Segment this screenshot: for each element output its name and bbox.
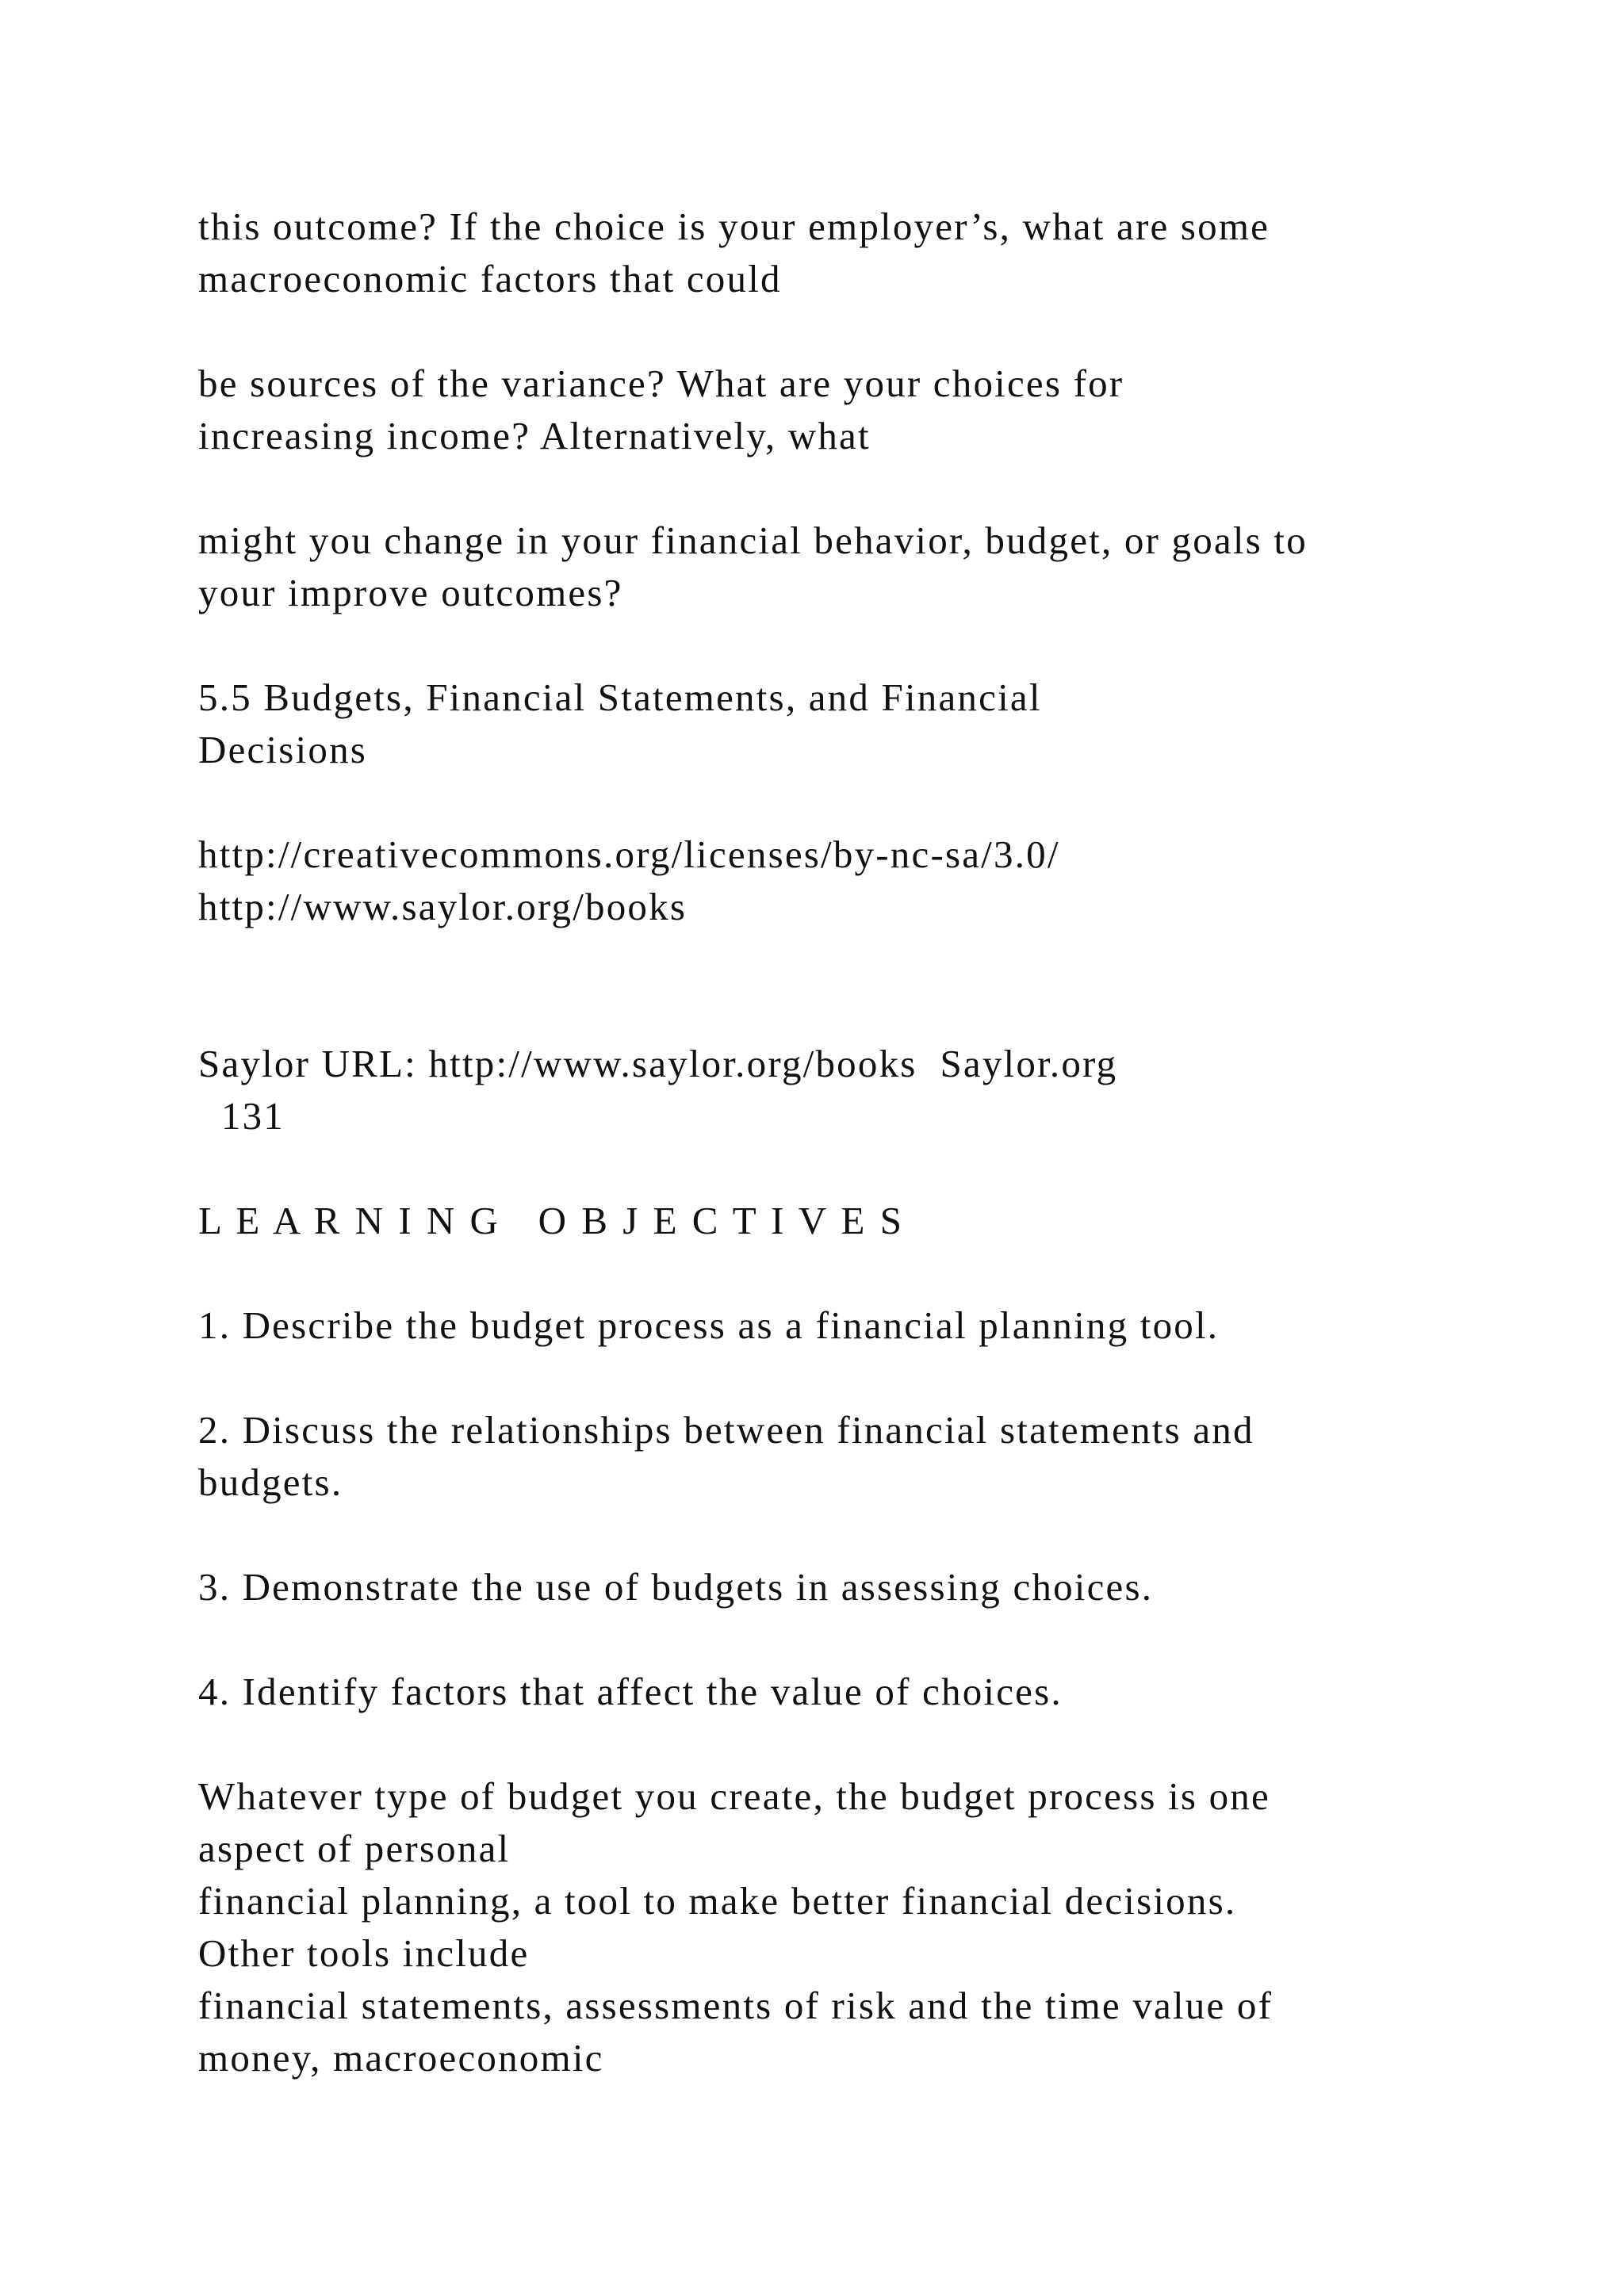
- source-url: http://www.saylor.org/books: [198, 885, 688, 928]
- paragraph-line: aspect of personal: [198, 1827, 511, 1870]
- license-url: http://creativecommons.org/licenses/by-nc-sa/3.0/: [198, 832, 1060, 876]
- objective-item: 1. Describe the budget process as a financial planning tool.: [198, 1303, 1220, 1347]
- paragraph-line: be sources of the variance? What are your choices for: [198, 362, 1124, 405]
- paragraph-line: macroeconomic factors that could: [198, 257, 782, 300]
- paragraph-line: increasing income? Alternatively, what: [198, 414, 871, 457]
- paragraph-line: Whatever type of budget you create, the budget process is one: [198, 1774, 1270, 1818]
- paragraph-line: financial planning, a tool to make better financial decisions.: [198, 1879, 1237, 1923]
- objective-item: 2. Discuss the relationships between financial statements and: [198, 1408, 1254, 1452]
- objective-item: 3. Demonstrate the use of budgets in assessing choices.: [198, 1565, 1154, 1609]
- paragraph-line: Other tools include: [198, 1931, 530, 1975]
- learning-objectives-heading: L E A R N I N G O B J E C T I V E S: [198, 1199, 905, 1242]
- paragraph-line: this outcome? If the choice is your employer’s, what are some: [198, 205, 1270, 248]
- page-footer: Saylor URL: http://www.saylor.org/books Saylor.org: [198, 1042, 1118, 1085]
- section-heading: 5.5 Budgets, Financial Statements, and Financial: [198, 675, 1042, 719]
- paragraph-line: might you change in your financial behavior, budget, or goals to: [198, 519, 1308, 562]
- paragraph-line: money, macroeconomic: [198, 2036, 604, 2080]
- paragraph-line: financial statements, assessments of risk and the time value of: [198, 1984, 1274, 2027]
- objective-item: budgets.: [198, 1460, 343, 1504]
- section-heading: Decisions: [198, 728, 368, 771]
- page-number: 131: [198, 1094, 285, 1138]
- paragraph-line: your improve outcomes?: [198, 571, 623, 614]
- objective-item: 4. Identify factors that affect the value of choices.: [198, 1670, 1063, 1713]
